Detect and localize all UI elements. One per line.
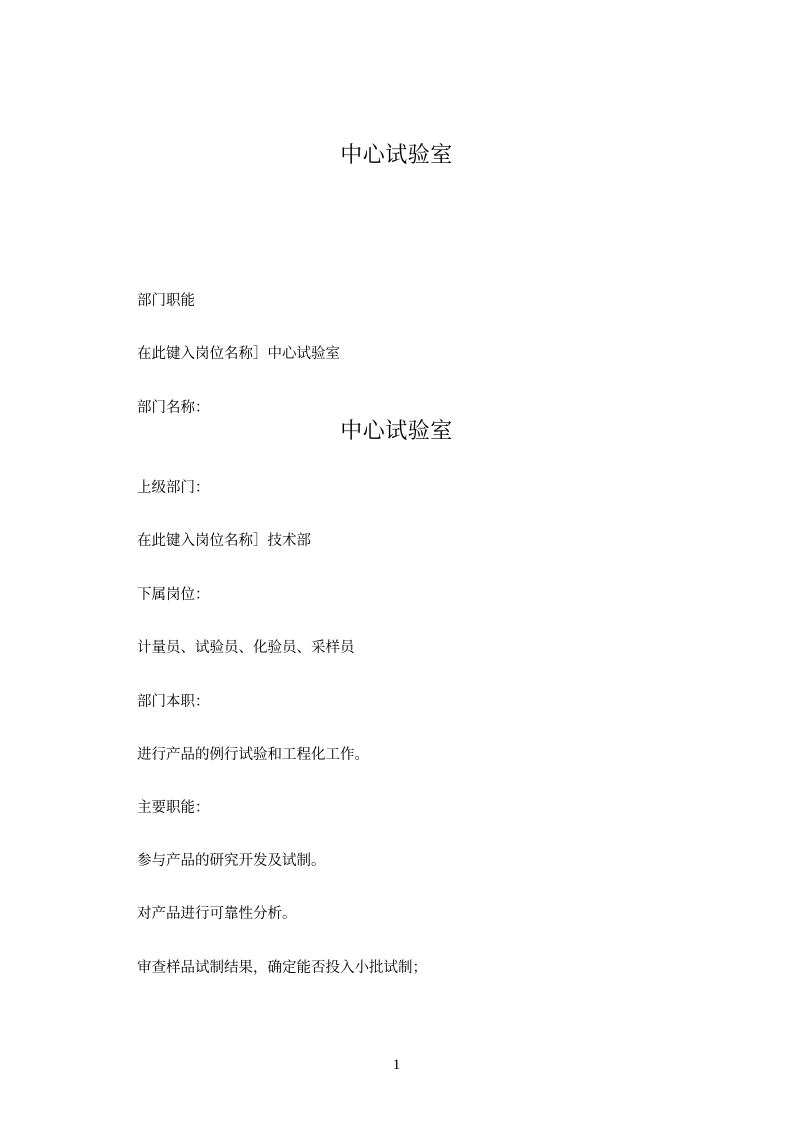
document-title: 中心试验室 (340, 143, 453, 168)
main-function-item: 审查样品试制结果，确定能否投入小批试制； (137, 960, 427, 976)
main-function-item: 对产品进行可靠性分析。 (137, 906, 297, 922)
section-heading-department-function: 部门职能 (137, 293, 195, 309)
position-name-line: 在此键入岗位名称］中心试验室 (137, 346, 340, 362)
superior-department-value: 在此键入岗位名称］技术部 (137, 533, 311, 549)
subordinate-positions-label: 下属岗位： (137, 587, 210, 603)
page-number: 1 (392, 1057, 401, 1073)
main-functions-label: 主要职能： (137, 800, 210, 816)
department-duty-label: 部门本职： (137, 694, 210, 710)
department-duty-value: 进行产品的例行试验和工程化工作。 (137, 747, 369, 763)
main-function-item: 参与产品的研究开发及试制。 (137, 853, 326, 869)
subordinate-positions-value: 计量员、试验员、化验员、采样员 (137, 640, 355, 656)
department-name-value: 中心试验室 (340, 419, 453, 444)
department-name-label: 部门名称： (137, 400, 210, 416)
superior-department-label: 上级部门： (137, 480, 210, 496)
